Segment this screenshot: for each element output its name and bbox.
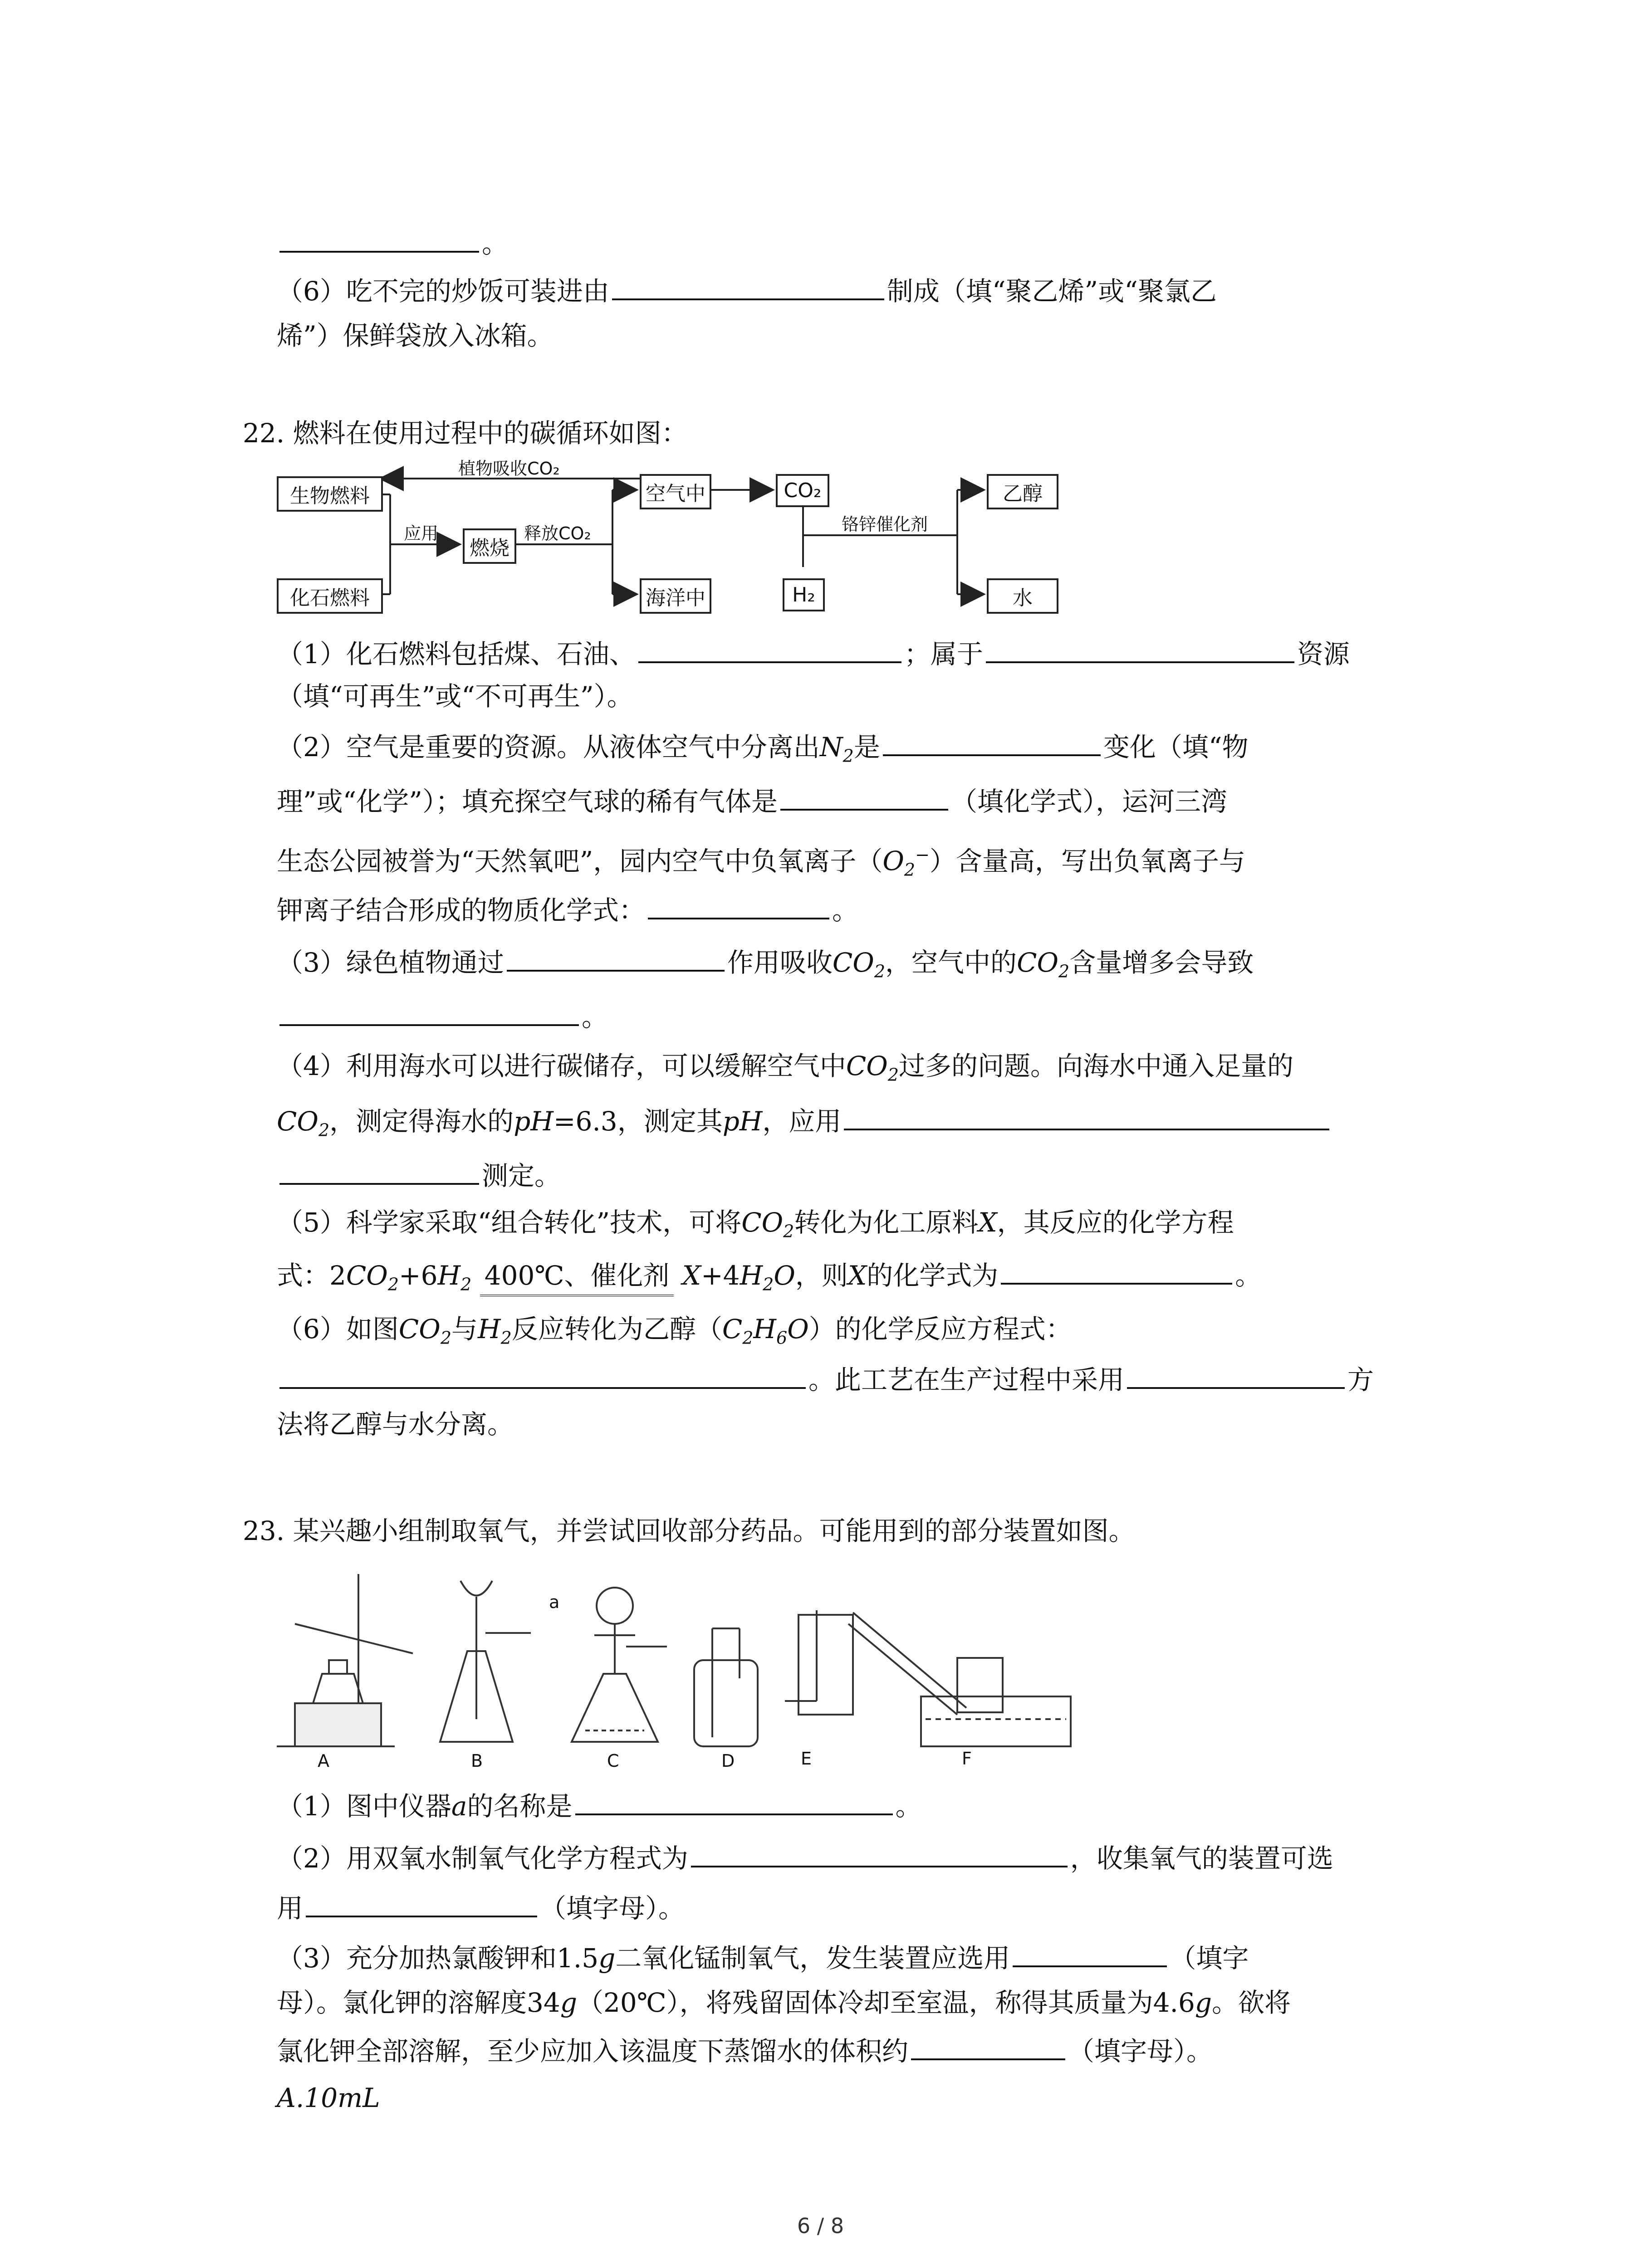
- q23-item2-line2: 用 （填字母）。: [277, 1889, 685, 1926]
- q22-item2-line3: 生态公园被誉为“天然氧吧”，园内空气中负氧离子$(O_2^-)$含量高，写出负氧离子与: [277, 845, 1245, 880]
- box-ethanol: 乙醇: [987, 474, 1058, 509]
- label-plant-absorb: 植物吸收CO₂: [458, 459, 560, 479]
- q22-item1-line1: （1）化石燃料包括煤、石油、 ；属于 资源: [277, 635, 1350, 672]
- q21-item5-end: 。: [277, 225, 508, 262]
- answer-blank[interactable]: [844, 1102, 1329, 1130]
- box-water: 水: [987, 578, 1058, 614]
- q22-item4-line1: （4）利用海水可以进行碳储存，可以缓解空气中$CO_2$过多的问题。向海水中通入足量的: [277, 1051, 1294, 1085]
- answer-blank[interactable]: [279, 1157, 479, 1185]
- q23-item3-line1: （3）充分加热氯酸钾和1.5g二氧化锰制氧气，发生装置应选用 （填字: [277, 1939, 1249, 1976]
- q22-item6-line3: 法将乙醇与水分离。: [277, 1409, 514, 1440]
- apparatus-label-a: A: [318, 1751, 329, 1771]
- box-ocean: 海洋中: [640, 578, 711, 614]
- q22-item3-line1: （3）绿色植物通过 作用吸收$CO_2$，空气中的$CO_2$含量增多会导致: [277, 943, 1254, 990]
- q22-item6-line1: （6）如图$CO_2$与$H_2$反应转化为乙醇$(C_2H_6O)$的化学反应方程式：: [277, 1314, 1072, 1348]
- answer-blank[interactable]: [507, 943, 725, 972]
- answer-blank[interactable]: [883, 728, 1101, 756]
- apparatus-label-e: E: [801, 1749, 812, 1769]
- q23-item1: （1）图中仪器a的名称是 。: [277, 1787, 922, 1824]
- answer-blank[interactable]: [279, 225, 479, 253]
- answer-blank[interactable]: [1001, 1256, 1232, 1285]
- label-use: 应用: [404, 523, 439, 543]
- q23-item2-line1: （2）用双氧水制氧气化学方程式为 ，收集氧气的装置可选: [277, 1839, 1333, 1877]
- q22-item3-line2: 。: [277, 998, 608, 1035]
- q23-title: 23. 某兴趣小组制取氧气，并尝试回收部分药品。可能用到的部分装置如图。: [243, 1515, 1135, 1546]
- q22-title: 22. 燃料在使用过程中的碳循环如图：: [243, 418, 688, 449]
- label-catalyst: 铬锌催化剂: [842, 514, 928, 534]
- q21-item6-line2: 烯”）保鲜袋放入冰箱。: [277, 320, 554, 351]
- reaction-condition: 400℃、催化剂: [480, 1257, 674, 1294]
- q21-item6-line1: （6）吃不完的炒饭可装进由 制成（填“聚乙烯”或“聚氯乙: [277, 272, 1217, 309]
- apparatus-label-d: D: [721, 1751, 735, 1771]
- q22-item4-line3: 测定。: [277, 1157, 561, 1194]
- answer-blank[interactable]: [648, 891, 829, 919]
- q22-item6-line2: 。此工艺在生产过程中采用 方: [277, 1361, 1374, 1398]
- answer-blank[interactable]: [1013, 1939, 1167, 1967]
- label-release: 释放CO₂: [524, 523, 591, 543]
- apparatus-label-b: B: [471, 1751, 483, 1771]
- box-burn: 燃烧: [463, 528, 516, 564]
- q22-item5-line2: 式：$2CO_2+6H_2$ 400℃、催化剂 $X+4H_2O$，则X的化学式为 。: [277, 1256, 1261, 1303]
- apparatus-drawings: [277, 1569, 1252, 1783]
- q22-item2-line2: 理”或“化学”）；填充探空气球的稀有气体是 （填化学式），运河三湾: [277, 782, 1227, 820]
- apparatus-label-c: C: [607, 1751, 619, 1771]
- answer-blank[interactable]: [1127, 1361, 1345, 1389]
- answer-blank[interactable]: [638, 635, 901, 663]
- page-number: 6 / 8: [797, 2214, 844, 2238]
- q23-item3-line3: 氯化钾全部溶解，至少应加入该温度下蒸馏水的体积约 （填字母）。: [277, 2032, 1213, 2069]
- q23-option-a[interactable]: A.10mL: [277, 2082, 380, 2113]
- q22-item2-line4: 钾离子结合形成的物质化学式： 。: [277, 891, 858, 929]
- q22-item1-line2: （填“可再生”或“不可再生”）。: [277, 681, 633, 712]
- box-co2: CO₂: [776, 474, 829, 507]
- lab-apparatus-figure: [277, 1569, 1252, 1783]
- q22-item5-line1: （5）科学家采取“组合转化”技术，可将$CO_2$转化为化工原料X，其反应的化学方程: [277, 1207, 1234, 1242]
- q22-item2-line1: （2）空气是重要的资源。从液体空气中分离出$N_2$是 变化（填“物: [277, 728, 1249, 774]
- apparatus-label-f: F: [962, 1749, 972, 1769]
- q23-item3-line2: 母）。氯化钾的溶解度34g（20℃），将残留固体冷却至室温，称得其质量为4.6g。欲将: [277, 1987, 1291, 2018]
- answer-blank[interactable]: [575, 1787, 893, 1815]
- answer-blank[interactable]: [612, 272, 884, 300]
- box-air: 空气中: [640, 474, 711, 509]
- answer-blank[interactable]: [780, 782, 948, 811]
- carbon-cycle-diagram: [277, 458, 1071, 631]
- q22-item4-line2: $CO_2$，测定得海水的pH=6.3，测定其pH，应用: [277, 1102, 1332, 1149]
- box-bio-fuel: 生物燃料: [277, 476, 383, 512]
- apparatus-label-instrument-a: a: [549, 1592, 560, 1612]
- answer-blank[interactable]: [986, 635, 1294, 663]
- answer-blank[interactable]: [279, 998, 579, 1026]
- answer-blank[interactable]: [911, 2032, 1065, 2060]
- answer-blank[interactable]: [306, 1889, 537, 1917]
- box-fossil-fuel: 化石燃料: [277, 578, 383, 614]
- answer-blank[interactable]: [691, 1839, 1068, 1867]
- box-h2: H₂: [783, 578, 825, 611]
- answer-blank[interactable]: [279, 1361, 806, 1389]
